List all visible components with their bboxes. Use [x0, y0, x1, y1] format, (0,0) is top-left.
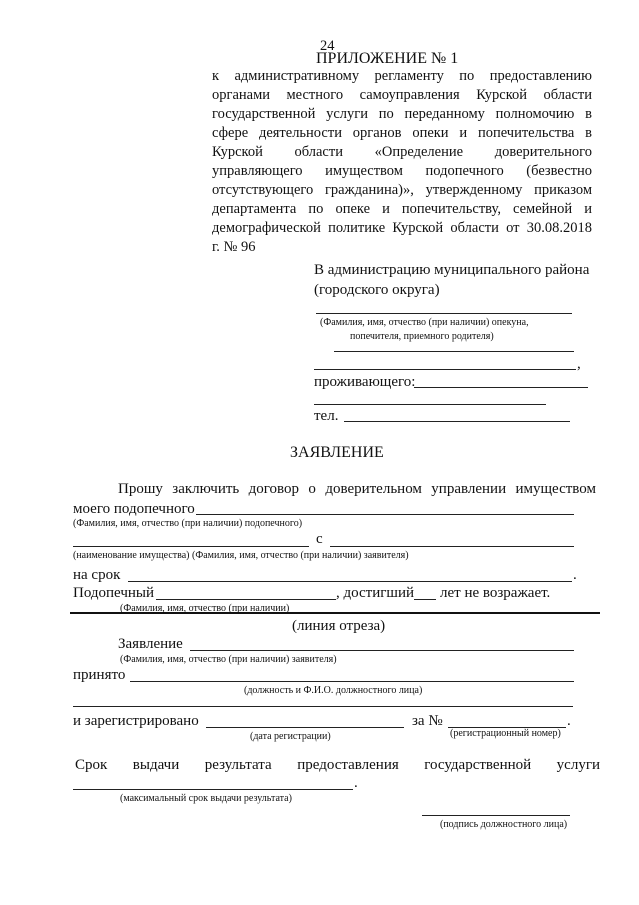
- years-label: лет не возражает.: [440, 585, 551, 601]
- property-hint: (наименование имущества) (Фамилия, имя, отчество (при наличии) заявителя): [73, 550, 409, 561]
- deadline-period: .: [354, 775, 358, 791]
- form-title: ЗАЯВЛЕНИЕ: [290, 444, 384, 461]
- registered-label: и зарегистрировано: [73, 713, 199, 729]
- deadline-hint: (максимальный срок выдачи результата): [120, 793, 292, 804]
- appendix-title: ПРИЛОЖЕНИЕ № 1: [316, 50, 459, 67]
- reached-label: , достигший: [336, 585, 415, 601]
- residing-field-2[interactable]: [314, 404, 546, 405]
- appendix-line: отсутствующего гражданина)», утвержденному приказом: [212, 182, 592, 198]
- registration-date-field[interactable]: [206, 727, 404, 728]
- request-line: Прошу заключить договор о доверительном управлении имуществом: [118, 481, 596, 497]
- appendix-line: к административному регламенту по предоставлению: [212, 68, 592, 84]
- residing-field[interactable]: [414, 387, 588, 388]
- ward-name-field-2[interactable]: [156, 599, 336, 600]
- property-field[interactable]: [73, 546, 309, 547]
- number-label: за №: [412, 713, 443, 729]
- term-label: на срок: [73, 567, 121, 583]
- ward-hint: (Фамилия, имя, отчество (при наличии) подопечного): [73, 518, 303, 529]
- comma: ,: [577, 356, 581, 372]
- regnum-hint: (регистрационный номер): [450, 728, 561, 739]
- guardian-hint-2: попечителя, приемного родителя): [350, 331, 494, 342]
- guardian-hint-1: (Фамилия, имя, отчество (при наличии) опекуна,: [320, 317, 529, 328]
- page-number: 24: [320, 38, 335, 54]
- appendix-text: [212, 68, 592, 258]
- tel-field[interactable]: [344, 421, 570, 422]
- guardian-name-field-3[interactable]: [314, 369, 576, 370]
- appendix-line: Курской области «Определение доверительного: [212, 144, 592, 160]
- applicant-name-field[interactable]: [330, 546, 574, 547]
- term-field[interactable]: [128, 581, 572, 582]
- appendix-line: демографической политике Курской области от 30.08.2018: [212, 220, 592, 236]
- addressee-line-2: (городского округа): [314, 282, 440, 298]
- appendix-line: сфере деятельности органов опеки и попечительства в: [212, 125, 592, 141]
- official-hint: (должность и Ф.И.О. должностного лица): [244, 685, 423, 696]
- cut-divider: [70, 612, 600, 614]
- appendix-line: департамента по опеке и попечительству, семейной и: [212, 201, 592, 217]
- applicant-hint: (Фамилия, имя, отчество (при наличии) заявителя): [120, 654, 337, 665]
- applicant-field[interactable]: [190, 650, 574, 651]
- with-label: с: [316, 531, 323, 547]
- appendix-line: управляющего имуществом подопечного (безвестно: [212, 163, 592, 179]
- tel-label: тел.: [314, 408, 339, 424]
- deadline-field[interactable]: [73, 789, 353, 790]
- appendix-line: государственной услуги по переданному полномочию в: [212, 106, 592, 122]
- signature-hint: (подпись должностного лица): [440, 819, 568, 830]
- accepted-label: принято: [73, 667, 126, 683]
- deadline-line: Срок выдачи результата предоставления государственной услуги: [75, 757, 600, 773]
- ward-name-field[interactable]: [196, 514, 574, 515]
- term-period: .: [573, 567, 577, 583]
- cut-line-label: (линия отреза): [292, 618, 386, 634]
- residing-label: проживающего:: [314, 374, 416, 390]
- ward-label: Подопечный: [73, 585, 155, 601]
- application-label: Заявление: [118, 636, 183, 652]
- addressee-line-1: В администрацию муниципального района: [314, 262, 590, 278]
- ward-hint-2: (Фамилия, имя, отчество (при наличии): [120, 603, 290, 614]
- date-hint: (дата регистрации): [250, 731, 331, 742]
- age-field[interactable]: [414, 599, 436, 600]
- official-field-2[interactable]: [73, 706, 573, 707]
- my-ward-label: моего подопечного: [73, 501, 195, 517]
- guardian-name-field[interactable]: [316, 313, 572, 314]
- official-field[interactable]: [130, 681, 574, 682]
- appendix-line: органами местного самоуправления Курской области: [212, 87, 592, 103]
- number-period: .: [567, 713, 571, 729]
- signature-field[interactable]: [422, 815, 570, 816]
- appendix-line: г. № 96: [212, 239, 256, 255]
- guardian-name-field-2[interactable]: [334, 351, 574, 352]
